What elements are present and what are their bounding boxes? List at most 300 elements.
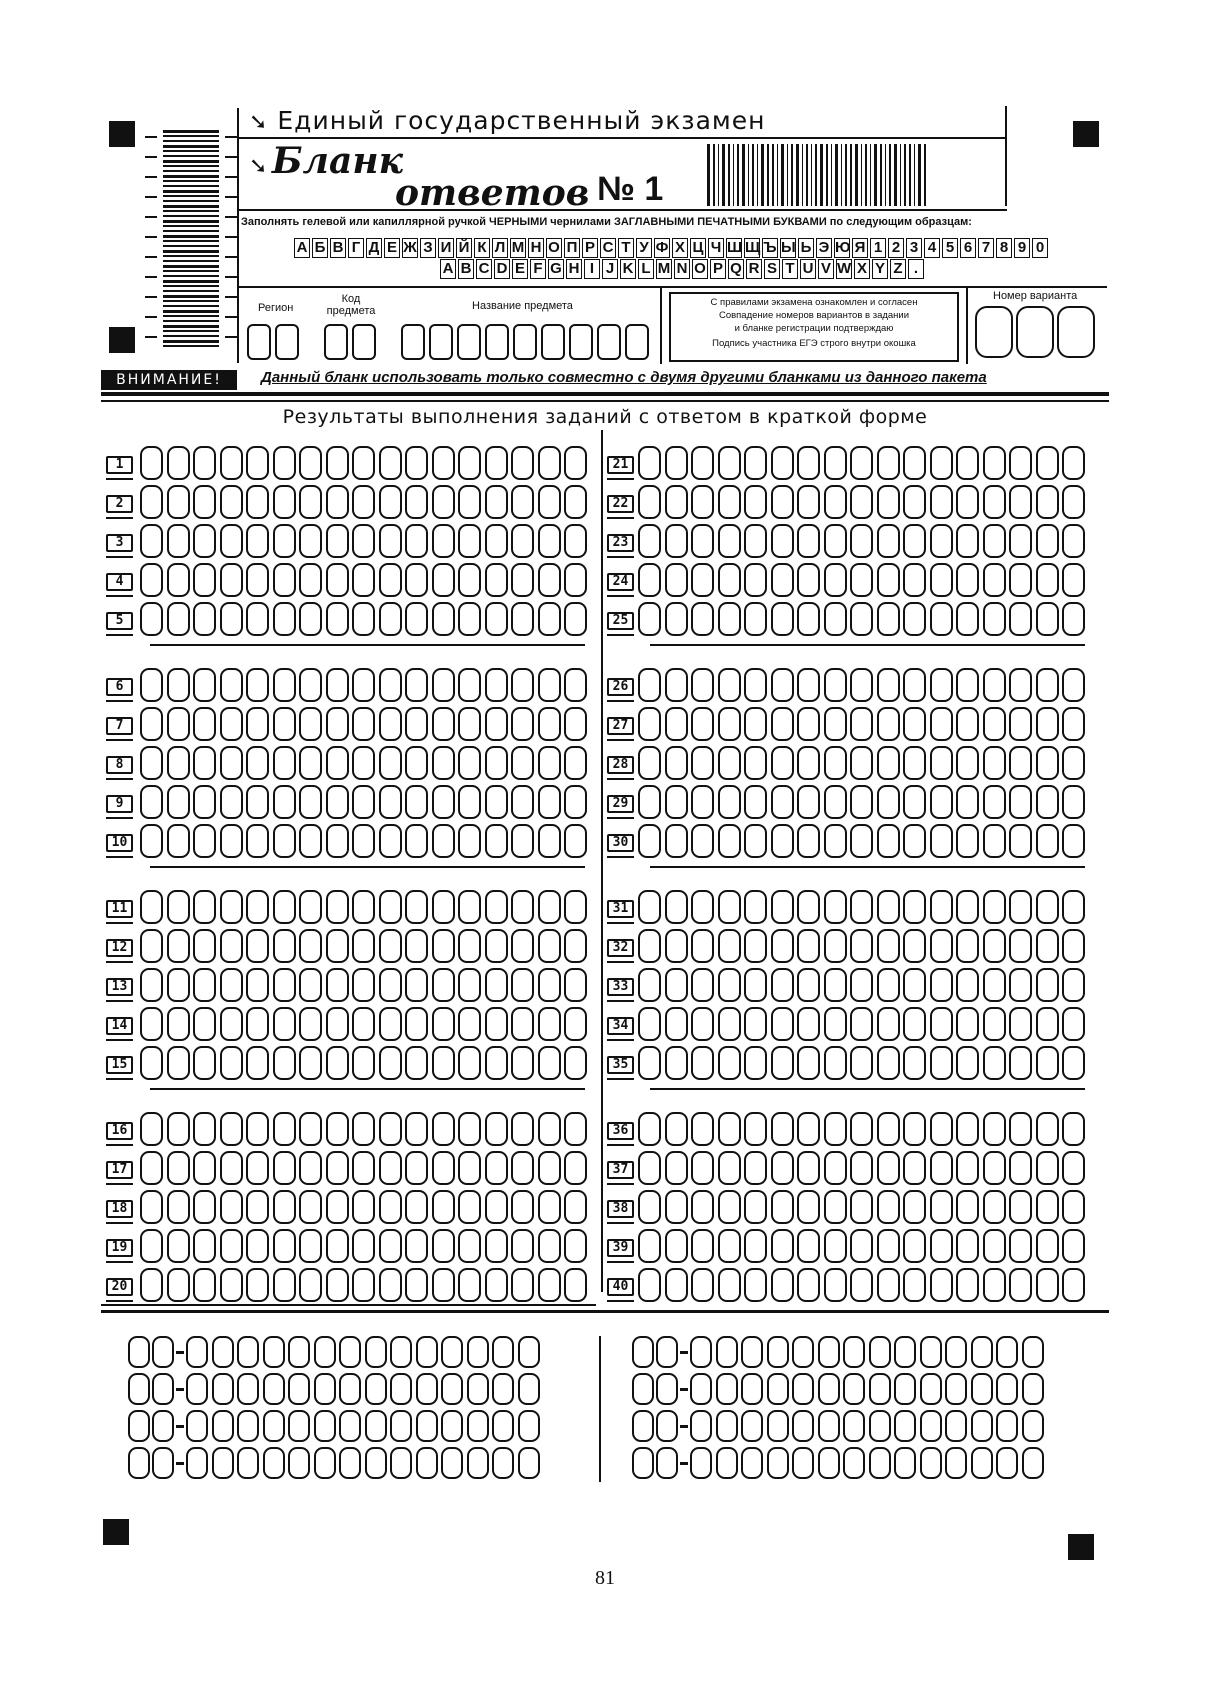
answer-cell[interactable] — [638, 446, 661, 480]
answer-cell[interactable] — [352, 485, 375, 519]
answer-cell[interactable] — [273, 1112, 296, 1146]
correction-answer-cell[interactable] — [920, 1410, 942, 1442]
answer-cell[interactable] — [379, 746, 402, 780]
answer-cell[interactable] — [458, 1190, 481, 1224]
answer-cell[interactable] — [903, 968, 926, 1002]
answer-cell[interactable] — [273, 1229, 296, 1263]
correction-answer-cell[interactable] — [467, 1336, 489, 1368]
subject-name-box[interactable] — [569, 324, 593, 360]
answer-cell[interactable] — [326, 785, 349, 819]
answer-cell[interactable] — [405, 446, 428, 480]
answer-cell[interactable] — [193, 1007, 216, 1041]
answer-cell[interactable] — [299, 968, 322, 1002]
answer-cell[interactable] — [797, 1007, 820, 1041]
answer-cell[interactable] — [638, 1229, 661, 1263]
answer-cell[interactable] — [538, 824, 561, 858]
answer-cell[interactable] — [797, 1112, 820, 1146]
correction-answer-cell[interactable] — [996, 1410, 1018, 1442]
answer-cell[interactable] — [744, 1190, 767, 1224]
answer-cell[interactable] — [511, 890, 534, 924]
answer-cell[interactable] — [1062, 563, 1085, 597]
answer-cell[interactable] — [140, 1268, 163, 1302]
correction-answer-cell[interactable] — [467, 1373, 489, 1405]
answer-cell[interactable] — [299, 785, 322, 819]
answer-cell[interactable] — [167, 446, 190, 480]
answer-cell[interactable] — [246, 485, 269, 519]
answer-cell[interactable] — [983, 968, 1006, 1002]
answer-cell[interactable] — [405, 968, 428, 1002]
answer-cell[interactable] — [220, 1151, 243, 1185]
answer-cell[interactable] — [797, 1268, 820, 1302]
answer-cell[interactable] — [1036, 1268, 1059, 1302]
correction-answer-cell[interactable] — [818, 1410, 840, 1442]
answer-cell[interactable] — [1036, 446, 1059, 480]
answer-cell[interactable] — [538, 707, 561, 741]
answer-cell[interactable] — [903, 785, 926, 819]
answer-cell[interactable] — [511, 1151, 534, 1185]
answer-cell[interactable] — [299, 1268, 322, 1302]
correction-answer-cell[interactable] — [767, 1410, 789, 1442]
answer-cell[interactable] — [638, 602, 661, 636]
answer-cell[interactable] — [1036, 1229, 1059, 1263]
correction-answer-cell[interactable] — [416, 1447, 438, 1479]
answer-cell[interactable] — [718, 1229, 741, 1263]
answer-cell[interactable] — [983, 668, 1006, 702]
answer-cell[interactable] — [140, 602, 163, 636]
answer-cell[interactable] — [983, 824, 1006, 858]
answer-cell[interactable] — [1009, 785, 1032, 819]
answer-cell[interactable] — [220, 968, 243, 1002]
answer-cell[interactable] — [273, 785, 296, 819]
answer-cell[interactable] — [771, 890, 794, 924]
answer-cell[interactable] — [665, 1151, 688, 1185]
answer-cell[interactable] — [485, 446, 508, 480]
subject-name-box[interactable] — [541, 324, 565, 360]
answer-cell[interactable] — [718, 1190, 741, 1224]
answer-cell[interactable] — [485, 1151, 508, 1185]
correction-answer-cell[interactable] — [314, 1410, 336, 1442]
subject-name-box[interactable] — [597, 324, 621, 360]
answer-cell[interactable] — [850, 824, 873, 858]
answer-cell[interactable] — [638, 707, 661, 741]
answer-cell[interactable] — [564, 707, 587, 741]
answer-cell[interactable] — [273, 563, 296, 597]
correction-answer-cell[interactable] — [869, 1336, 891, 1368]
answer-cell[interactable] — [485, 1268, 508, 1302]
answer-cell[interactable] — [511, 746, 534, 780]
answer-cell[interactable] — [246, 563, 269, 597]
answer-cell[interactable] — [458, 707, 481, 741]
correction-answer-cell[interactable] — [818, 1447, 840, 1479]
answer-cell[interactable] — [379, 1190, 402, 1224]
answer-cell[interactable] — [665, 1112, 688, 1146]
answer-cell[interactable] — [691, 485, 714, 519]
answer-cell[interactable] — [850, 929, 873, 963]
answer-cell[interactable] — [432, 1268, 455, 1302]
subject-name-box[interactable] — [401, 324, 425, 360]
correction-task-box[interactable] — [656, 1336, 678, 1368]
answer-cell[interactable] — [744, 746, 767, 780]
answer-cell[interactable] — [718, 1046, 741, 1080]
answer-cell[interactable] — [326, 446, 349, 480]
answer-cell[interactable] — [485, 1007, 508, 1041]
answer-cell[interactable] — [220, 1229, 243, 1263]
answer-cell[interactable] — [956, 785, 979, 819]
answer-cell[interactable] — [193, 707, 216, 741]
answer-cell[interactable] — [930, 707, 953, 741]
answer-cell[interactable] — [850, 890, 873, 924]
answer-cell[interactable] — [1062, 1046, 1085, 1080]
answer-cell[interactable] — [691, 785, 714, 819]
answer-cell[interactable] — [850, 668, 873, 702]
correction-answer-cell[interactable] — [492, 1447, 514, 1479]
answer-cell[interactable] — [824, 1046, 847, 1080]
correction-answer-cell[interactable] — [996, 1373, 1018, 1405]
answer-cell[interactable] — [956, 1007, 979, 1041]
correction-answer-cell[interactable] — [288, 1336, 310, 1368]
answer-cell[interactable] — [691, 1229, 714, 1263]
answer-cell[interactable] — [956, 602, 979, 636]
answer-cell[interactable] — [903, 1268, 926, 1302]
correction-answer-cell[interactable] — [1022, 1336, 1044, 1368]
answer-cell[interactable] — [220, 563, 243, 597]
answer-cell[interactable] — [352, 563, 375, 597]
answer-cell[interactable] — [718, 1112, 741, 1146]
answer-cell[interactable] — [246, 1007, 269, 1041]
answer-cell[interactable] — [432, 1112, 455, 1146]
correction-answer-cell[interactable] — [945, 1336, 967, 1368]
answer-cell[interactable] — [930, 524, 953, 558]
answer-cell[interactable] — [511, 1190, 534, 1224]
answer-cell[interactable] — [167, 524, 190, 558]
answer-cell[interactable] — [405, 485, 428, 519]
answer-cell[interactable] — [718, 824, 741, 858]
answer-cell[interactable] — [458, 563, 481, 597]
correction-answer-cell[interactable] — [690, 1373, 712, 1405]
answer-cell[interactable] — [511, 446, 534, 480]
answer-cell[interactable] — [246, 968, 269, 1002]
answer-cell[interactable] — [877, 1046, 900, 1080]
answer-cell[interactable] — [564, 668, 587, 702]
region-digit-box[interactable] — [247, 324, 271, 360]
answer-cell[interactable] — [140, 1046, 163, 1080]
correction-answer-cell[interactable] — [894, 1410, 916, 1442]
answer-cell[interactable] — [691, 968, 714, 1002]
answer-cell[interactable] — [771, 1229, 794, 1263]
answer-cell[interactable] — [877, 746, 900, 780]
answer-cell[interactable] — [458, 1112, 481, 1146]
answer-cell[interactable] — [432, 446, 455, 480]
answer-cell[interactable] — [326, 1229, 349, 1263]
correction-answer-cell[interactable] — [314, 1373, 336, 1405]
answer-cell[interactable] — [564, 524, 587, 558]
correction-answer-cell[interactable] — [792, 1447, 814, 1479]
answer-cell[interactable] — [246, 1112, 269, 1146]
answer-cell[interactable] — [140, 1007, 163, 1041]
answer-cell[interactable] — [797, 602, 820, 636]
answer-cell[interactable] — [167, 1007, 190, 1041]
answer-cell[interactable] — [718, 968, 741, 1002]
answer-cell[interactable] — [485, 785, 508, 819]
answer-cell[interactable] — [299, 1229, 322, 1263]
answer-cell[interactable] — [564, 446, 587, 480]
answer-cell[interactable] — [140, 746, 163, 780]
correction-answer-cell[interactable] — [716, 1410, 738, 1442]
correction-answer-cell[interactable] — [339, 1447, 361, 1479]
answer-cell[interactable] — [691, 1268, 714, 1302]
answer-cell[interactable] — [405, 563, 428, 597]
answer-cell[interactable] — [326, 524, 349, 558]
answer-cell[interactable] — [744, 890, 767, 924]
correction-answer-cell[interactable] — [492, 1336, 514, 1368]
answer-cell[interactable] — [903, 890, 926, 924]
answer-cell[interactable] — [193, 485, 216, 519]
answer-cell[interactable] — [1009, 890, 1032, 924]
answer-cell[interactable] — [877, 1151, 900, 1185]
answer-cell[interactable] — [1036, 602, 1059, 636]
answer-cell[interactable] — [1009, 1007, 1032, 1041]
answer-cell[interactable] — [1009, 1046, 1032, 1080]
correction-answer-cell[interactable] — [971, 1336, 993, 1368]
answer-cell[interactable] — [665, 1046, 688, 1080]
answer-cell[interactable] — [1009, 1268, 1032, 1302]
correction-answer-cell[interactable] — [843, 1447, 865, 1479]
correction-answer-cell[interactable] — [920, 1336, 942, 1368]
answer-cell[interactable] — [167, 707, 190, 741]
answer-cell[interactable] — [744, 1151, 767, 1185]
correction-answer-cell[interactable] — [920, 1447, 942, 1479]
answer-cell[interactable] — [405, 602, 428, 636]
answer-cell[interactable] — [246, 1046, 269, 1080]
answer-cell[interactable] — [850, 1151, 873, 1185]
answer-cell[interactable] — [718, 890, 741, 924]
answer-cell[interactable] — [246, 746, 269, 780]
answer-cell[interactable] — [538, 929, 561, 963]
correction-answer-cell[interactable] — [212, 1447, 234, 1479]
answer-cell[interactable] — [744, 524, 767, 558]
answer-cell[interactable] — [485, 707, 508, 741]
answer-cell[interactable] — [485, 929, 508, 963]
correction-task-box[interactable] — [656, 1373, 678, 1405]
answer-cell[interactable] — [744, 602, 767, 636]
answer-cell[interactable] — [379, 1046, 402, 1080]
answer-cell[interactable] — [405, 707, 428, 741]
answer-cell[interactable] — [140, 929, 163, 963]
answer-cell[interactable] — [326, 602, 349, 636]
answer-cell[interactable] — [1009, 707, 1032, 741]
correction-answer-cell[interactable] — [894, 1447, 916, 1479]
correction-answer-cell[interactable] — [792, 1373, 814, 1405]
answer-cell[interactable] — [379, 563, 402, 597]
answer-cell[interactable] — [458, 785, 481, 819]
correction-answer-cell[interactable] — [314, 1336, 336, 1368]
answer-cell[interactable] — [744, 668, 767, 702]
variant-digit-box[interactable] — [975, 306, 1013, 358]
answer-cell[interactable] — [458, 1007, 481, 1041]
answer-cell[interactable] — [352, 1229, 375, 1263]
answer-cell[interactable] — [638, 1112, 661, 1146]
answer-cell[interactable] — [485, 1229, 508, 1263]
answer-cell[interactable] — [326, 1151, 349, 1185]
answer-cell[interactable] — [850, 1229, 873, 1263]
answer-cell[interactable] — [797, 968, 820, 1002]
answer-cell[interactable] — [771, 707, 794, 741]
answer-cell[interactable] — [665, 707, 688, 741]
correction-answer-cell[interactable] — [741, 1410, 763, 1442]
subject-name-box[interactable] — [485, 324, 509, 360]
answer-cell[interactable] — [405, 668, 428, 702]
answer-cell[interactable] — [665, 446, 688, 480]
answer-cell[interactable] — [193, 890, 216, 924]
answer-cell[interactable] — [850, 785, 873, 819]
answer-cell[interactable] — [432, 929, 455, 963]
answer-cell[interactable] — [379, 785, 402, 819]
correction-task-box[interactable] — [152, 1410, 174, 1442]
answer-cell[interactable] — [538, 446, 561, 480]
answer-cell[interactable] — [246, 890, 269, 924]
answer-cell[interactable] — [718, 1268, 741, 1302]
answer-cell[interactable] — [691, 668, 714, 702]
correction-task-box[interactable] — [152, 1447, 174, 1479]
correction-answer-cell[interactable] — [263, 1410, 285, 1442]
answer-cell[interactable] — [220, 746, 243, 780]
answer-cell[interactable] — [983, 446, 1006, 480]
answer-cell[interactable] — [299, 446, 322, 480]
answer-cell[interactable] — [564, 1046, 587, 1080]
answer-cell[interactable] — [771, 1190, 794, 1224]
answer-cell[interactable] — [638, 929, 661, 963]
correction-answer-cell[interactable] — [971, 1373, 993, 1405]
answer-cell[interactable] — [797, 890, 820, 924]
answer-cell[interactable] — [797, 485, 820, 519]
answer-cell[interactable] — [432, 668, 455, 702]
answer-cell[interactable] — [665, 485, 688, 519]
answer-cell[interactable] — [379, 968, 402, 1002]
answer-cell[interactable] — [638, 1007, 661, 1041]
answer-cell[interactable] — [665, 929, 688, 963]
answer-cell[interactable] — [167, 968, 190, 1002]
correction-answer-cell[interactable] — [237, 1373, 259, 1405]
answer-cell[interactable] — [352, 1190, 375, 1224]
answer-cell[interactable] — [691, 929, 714, 963]
answer-cell[interactable] — [273, 485, 296, 519]
correction-task-box[interactable] — [152, 1373, 174, 1405]
answer-cell[interactable] — [1036, 485, 1059, 519]
answer-cell[interactable] — [718, 1007, 741, 1041]
answer-cell[interactable] — [538, 785, 561, 819]
answer-cell[interactable] — [432, 1046, 455, 1080]
answer-cell[interactable] — [824, 929, 847, 963]
answer-cell[interactable] — [824, 563, 847, 597]
correction-answer-cell[interactable] — [818, 1373, 840, 1405]
answer-cell[interactable] — [458, 824, 481, 858]
answer-cell[interactable] — [405, 1229, 428, 1263]
answer-cell[interactable] — [877, 485, 900, 519]
answer-cell[interactable] — [379, 668, 402, 702]
answer-cell[interactable] — [405, 890, 428, 924]
answer-cell[interactable] — [511, 968, 534, 1002]
answer-cell[interactable] — [771, 563, 794, 597]
answer-cell[interactable] — [299, 929, 322, 963]
region-digit-box[interactable] — [275, 324, 299, 360]
answer-cell[interactable] — [379, 1112, 402, 1146]
answer-cell[interactable] — [1062, 446, 1085, 480]
answer-cell[interactable] — [930, 1229, 953, 1263]
correction-answer-cell[interactable] — [716, 1447, 738, 1479]
answer-cell[interactable] — [405, 1190, 428, 1224]
answer-cell[interactable] — [379, 485, 402, 519]
answer-cell[interactable] — [273, 707, 296, 741]
answer-cell[interactable] — [1062, 1151, 1085, 1185]
answer-cell[interactable] — [1036, 668, 1059, 702]
answer-cell[interactable] — [246, 785, 269, 819]
answer-cell[interactable] — [246, 524, 269, 558]
answer-cell[interactable] — [1009, 929, 1032, 963]
correction-answer-cell[interactable] — [365, 1336, 387, 1368]
answer-cell[interactable] — [405, 1112, 428, 1146]
answer-cell[interactable] — [273, 1268, 296, 1302]
answer-cell[interactable] — [638, 824, 661, 858]
answer-cell[interactable] — [564, 485, 587, 519]
answer-cell[interactable] — [246, 446, 269, 480]
answer-cell[interactable] — [638, 563, 661, 597]
answer-cell[interactable] — [167, 746, 190, 780]
answer-cell[interactable] — [850, 485, 873, 519]
correction-answer-cell[interactable] — [843, 1373, 865, 1405]
answer-cell[interactable] — [956, 929, 979, 963]
answer-cell[interactable] — [432, 707, 455, 741]
answer-cell[interactable] — [246, 1229, 269, 1263]
answer-cell[interactable] — [299, 890, 322, 924]
answer-cell[interactable] — [824, 1151, 847, 1185]
answer-cell[interactable] — [167, 1190, 190, 1224]
answer-cell[interactable] — [220, 446, 243, 480]
answer-cell[interactable] — [167, 485, 190, 519]
answer-cell[interactable] — [877, 1268, 900, 1302]
answer-cell[interactable] — [638, 968, 661, 1002]
answer-cell[interactable] — [511, 929, 534, 963]
subject-name-box[interactable] — [457, 324, 481, 360]
answer-cell[interactable] — [193, 1151, 216, 1185]
correction-answer-cell[interactable] — [869, 1373, 891, 1405]
answer-cell[interactable] — [771, 524, 794, 558]
correction-answer-cell[interactable] — [518, 1373, 540, 1405]
answer-cell[interactable] — [877, 668, 900, 702]
answer-cell[interactable] — [273, 1190, 296, 1224]
answer-cell[interactable] — [299, 524, 322, 558]
answer-cell[interactable] — [485, 1190, 508, 1224]
answer-cell[interactable] — [564, 1112, 587, 1146]
answer-cell[interactable] — [877, 824, 900, 858]
answer-cell[interactable] — [771, 785, 794, 819]
answer-cell[interactable] — [850, 1268, 873, 1302]
answer-cell[interactable] — [167, 785, 190, 819]
answer-cell[interactable] — [930, 1190, 953, 1224]
answer-cell[interactable] — [140, 824, 163, 858]
answer-cell[interactable] — [956, 968, 979, 1002]
correction-answer-cell[interactable] — [1022, 1410, 1044, 1442]
answer-cell[interactable] — [273, 1007, 296, 1041]
answer-cell[interactable] — [691, 1112, 714, 1146]
answer-cell[interactable] — [718, 1151, 741, 1185]
answer-cell[interactable] — [1036, 968, 1059, 1002]
answer-cell[interactable] — [458, 929, 481, 963]
answer-cell[interactable] — [771, 446, 794, 480]
correction-answer-cell[interactable] — [996, 1336, 1018, 1368]
answer-cell[interactable] — [1062, 524, 1085, 558]
correction-answer-cell[interactable] — [365, 1447, 387, 1479]
correction-answer-cell[interactable] — [818, 1336, 840, 1368]
